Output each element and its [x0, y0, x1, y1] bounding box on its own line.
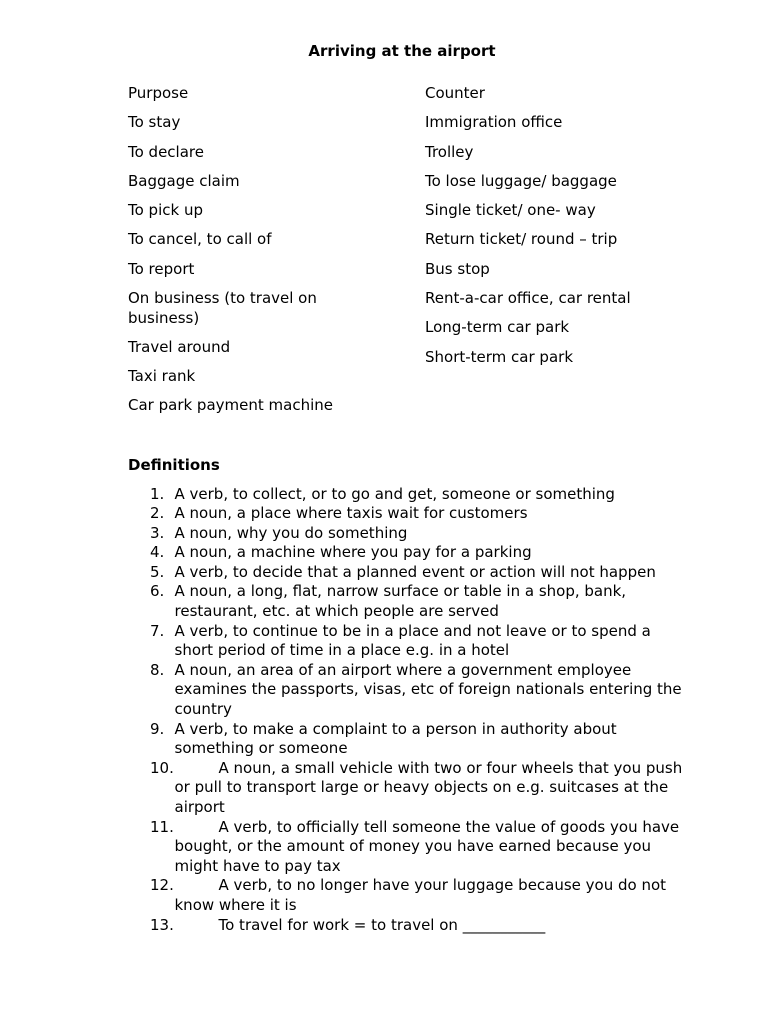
vocab-item: Trolley	[425, 142, 474, 161]
definition-item	[150, 524, 690, 544]
vocab-item: Purpose	[128, 84, 189, 102]
definition-text: A noun, a place where taxis wait for customers	[174, 504, 528, 523]
definition-number: 10.	[150, 758, 174, 777]
definition-number: 11.	[150, 817, 174, 836]
definitions-list	[150, 485, 690, 936]
definition-number: 6.	[150, 582, 165, 601]
definition-text: A verb, to officially tell someone the value of goods you have bought, or the amount of money you have earned because you might have to pay tax	[174, 817, 680, 875]
definition-number: 8.	[150, 660, 165, 679]
definition-number: 2.	[150, 504, 165, 523]
vocab-item: To declare	[128, 142, 204, 161]
vocab-item: Short-term car park	[425, 347, 574, 366]
vocab-item: To lose luggage/ baggage	[425, 171, 617, 190]
definition-item	[150, 563, 690, 583]
definition-text: A noun, a long, flat, narrow surface or table in a shop, bank, restaurant, etc. at which people are served	[174, 582, 627, 621]
definition-item	[150, 504, 690, 524]
definitions-heading: Definitions	[128, 456, 220, 474]
definition-item	[150, 582, 690, 621]
definition-text: A noun, a machine where you pay for a parking	[174, 543, 532, 562]
definition-item	[150, 485, 690, 505]
definition-text: A noun, a small vehicle with two or four wheels that you push or pull to transport large or heavy objects on e.g. suitcases at the airport	[174, 758, 683, 816]
definition-text: A verb, to make a complaint to a person in authority about something or someone	[174, 719, 617, 758]
definition-number: 5.	[150, 562, 165, 581]
definition-text: To travel for work = to travel on ___________	[218, 915, 546, 934]
vocab-item: To cancel, to call of	[128, 230, 272, 249]
definition-number: 9.	[150, 719, 165, 738]
definition-text: A noun, an area of an airport where a government employee examines the passports, visas, etc of foreign nationals entering the country	[174, 660, 682, 719]
vocab-item: Car park payment machine	[128, 396, 333, 415]
definition-item	[150, 661, 690, 720]
vocab-item: Return ticket/ round – trip	[425, 230, 618, 249]
definition-number: 7.	[150, 621, 165, 640]
vocab-item: Immigration office	[425, 113, 563, 132]
definition-text: A verb, to continue to be in a place and not leave or to spend a short period of time in a place e.g. in a hotel	[174, 621, 651, 660]
vocab-item: Long-term car park	[425, 318, 570, 337]
vocab-item: Rent-a-car office, car rental	[425, 289, 631, 308]
definition-text: A verb, to collect, or to go and get, someone or something	[174, 484, 615, 503]
definition-item	[150, 759, 690, 818]
vocab-item: Counter	[425, 84, 485, 102]
definition-number: 1.	[150, 484, 165, 503]
definition-item	[150, 876, 690, 915]
definition-item	[150, 720, 690, 759]
definition-number: 12.	[150, 876, 174, 895]
vocab-item: Baggage claim	[128, 171, 240, 190]
vocab-item: To pick up	[128, 201, 203, 220]
definition-item	[150, 543, 690, 563]
vocab-item: Bus stop	[425, 259, 490, 278]
definition-number: 3.	[150, 523, 165, 542]
vocab-item: Taxi rank	[128, 367, 196, 386]
vocab-item: Travel around	[128, 337, 231, 356]
vocabulary-right-column	[425, 84, 725, 377]
vocab-item: To stay	[128, 113, 181, 132]
definition-number: 4.	[150, 543, 165, 562]
vocab-item: On business (to travel on business)	[128, 289, 317, 327]
definition-number: 13.	[150, 915, 174, 934]
definition-text: A noun, why you do something	[174, 523, 408, 542]
definition-item	[150, 818, 690, 877]
definition-text: A verb, to no longer have your luggage because you do not know where it is	[174, 876, 667, 914]
vocabulary-left-column	[128, 84, 358, 426]
definition-item	[150, 916, 690, 936]
page-title: Arriving at the airport	[308, 42, 496, 60]
vocab-item: To report	[128, 259, 195, 278]
definition-text: A verb, to decide that a planned event or action will not happen	[174, 562, 656, 581]
vocab-item: Single ticket/ one- way	[425, 201, 596, 220]
definition-item	[150, 622, 690, 661]
